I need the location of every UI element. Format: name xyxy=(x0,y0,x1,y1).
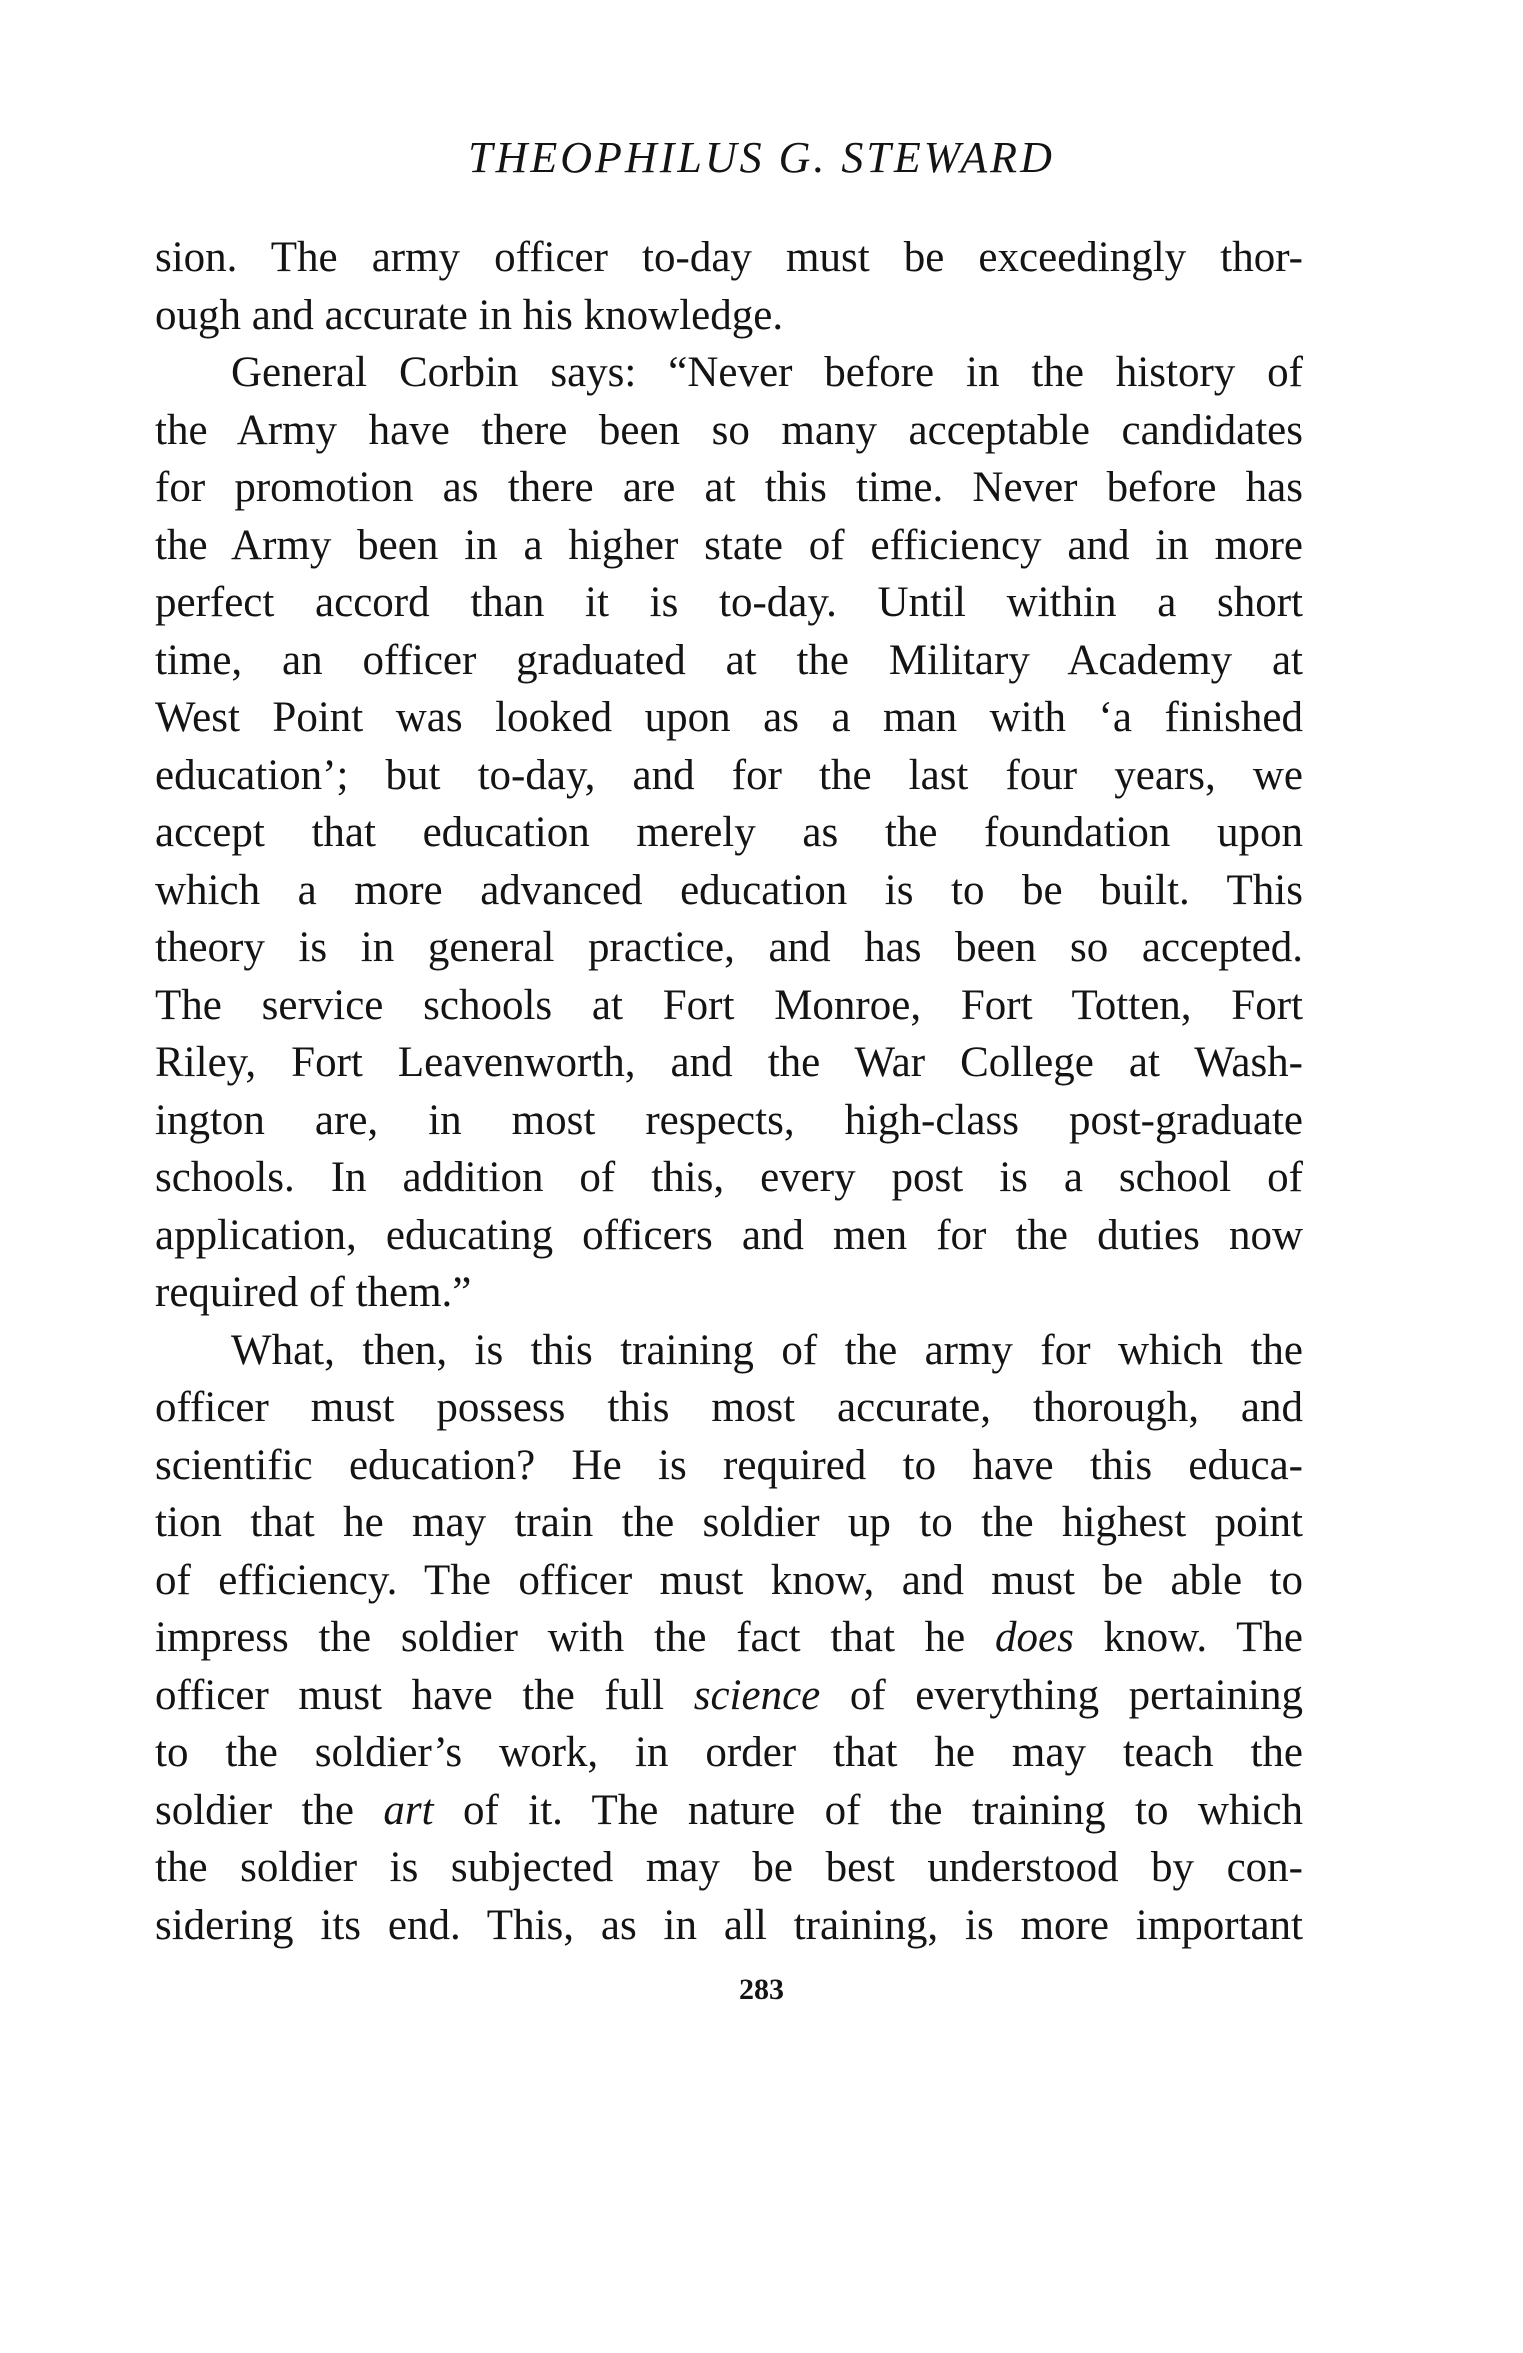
text-line: General Corbin says: “Never before in the history of xyxy=(231,349,1303,396)
text-line: What, then, is this training of the army for which the xyxy=(231,1326,1303,1374)
text-line: which a more advanced education is to be built. This xyxy=(155,866,1303,914)
text-line: application, educating officers and men for the duties now xyxy=(155,1211,1303,1259)
text-line: education’; but to-day, and for the last four years, we xyxy=(155,751,1303,799)
italic-emphasis: does xyxy=(995,1614,1074,1661)
text-line: required of them.” xyxy=(155,1269,472,1316)
text-line: the Army been in a higher state of efficiency and in more xyxy=(155,521,1303,569)
italic-emphasis: science xyxy=(693,1671,821,1719)
body-text xyxy=(155,229,1303,1954)
text-line: sion. The army officer to-day must be exceedingly thor- xyxy=(155,234,1303,281)
text-line: of efficiency. The officer must know, and must be able to xyxy=(155,1556,1303,1604)
running-head: THEOPHILUS G. STEWARD xyxy=(468,133,1055,182)
text-line: accept that education merely as the foundation upon xyxy=(155,809,1303,856)
text-line: impress the soldier with the fact that he does know. The xyxy=(155,1614,1303,1661)
text-line: ough and accurate in his knowledge. xyxy=(155,291,784,339)
italic-emphasis: art xyxy=(383,1786,434,1834)
text-line: officer must have the full science of everything pertaining xyxy=(155,1671,1304,1719)
text-line: perfect accord than it is to-day. Until within a short xyxy=(155,579,1303,626)
text-line: scientific education? He is required to have this educa- xyxy=(155,1441,1303,1489)
text-line: officer must possess this most accurate, thorough, and xyxy=(155,1384,1303,1431)
text-line: time, an officer graduated at the Military Academy at xyxy=(155,636,1303,684)
text-line: sidering its end. This, as in all training, is more important xyxy=(155,1901,1303,1949)
text-line: Riley, Fort Leavenworth, and the War College at Wash- xyxy=(155,1039,1303,1086)
text-line: The service schools at Fort Monroe, Fort Totten, Fort xyxy=(155,981,1303,1029)
text-line: ington are, in most respects, high-class post-graduate xyxy=(155,1096,1303,1144)
text-line: the Army have there been so many acceptable candidates xyxy=(155,406,1303,454)
text-line: the soldier is subjected may be best understood by con- xyxy=(155,1844,1303,1891)
text-line: soldier the art of it. The nature of the training to which xyxy=(155,1786,1303,1834)
text-line: West Point was looked upon as a man with ‘a finished xyxy=(155,694,1303,741)
page-number: 283 xyxy=(739,1973,784,2006)
text-line: tion that he may train the soldier up to the highest point xyxy=(155,1499,1303,1546)
text-line: theory is in general practice, and has been so accepted. xyxy=(155,924,1303,971)
text-line: schools. In addition of this, every post is a school of xyxy=(155,1154,1303,1201)
text-line: for promotion as there are at this time. Never before has xyxy=(155,464,1303,511)
text-line: to the soldier’s work, in order that he may teach the xyxy=(155,1729,1303,1776)
